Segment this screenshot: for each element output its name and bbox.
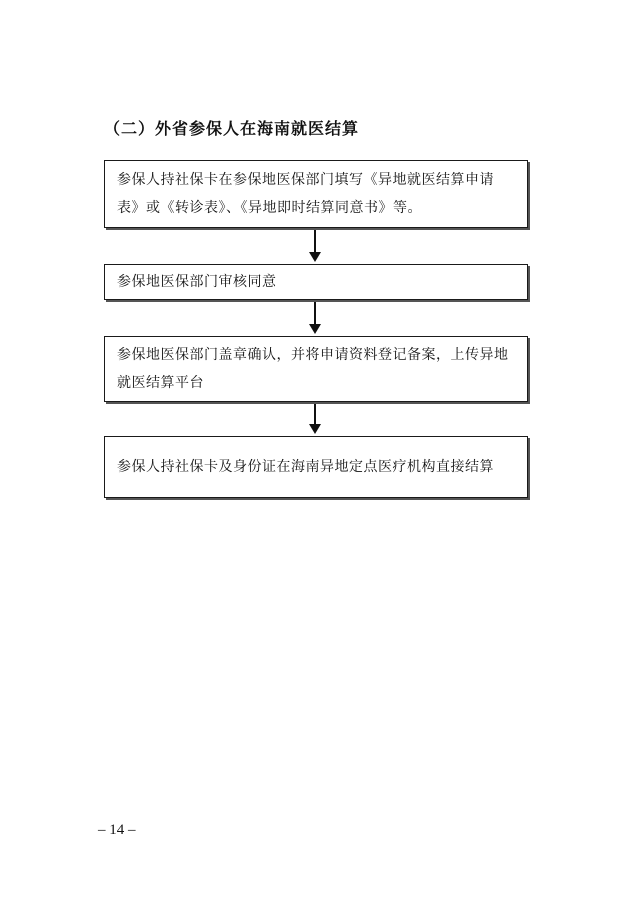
flow-arrow-down-icon [309,404,321,434]
flow-step-text: 参保地医保部门审核同意 [117,274,277,290]
page-number: – 14 – [98,822,136,838]
flow-step-3 [104,336,528,402]
flow-step-4 [104,436,528,498]
section-heading: （二）外省参保人在海南就医结算 [104,119,360,138]
flow-step-text: 参保人持社保卡及身份证在海南异地定点医疗机构直接结算 [117,459,494,475]
flow-step-2 [104,264,528,300]
flow-arrow-down-icon [309,302,321,334]
flow-step-text: 参保人持社保卡在参保地医保部门填写《异地就医结算申请表》或《转诊表》、《异地即时结算同意书》等。 [117,172,494,216]
flow-step-1 [104,160,528,228]
flow-step-text: 参保地医保部门盖章确认，并将申请资料登记备案，上传异地就医结算平台 [117,347,509,391]
flow-arrow-down-icon [309,230,321,262]
